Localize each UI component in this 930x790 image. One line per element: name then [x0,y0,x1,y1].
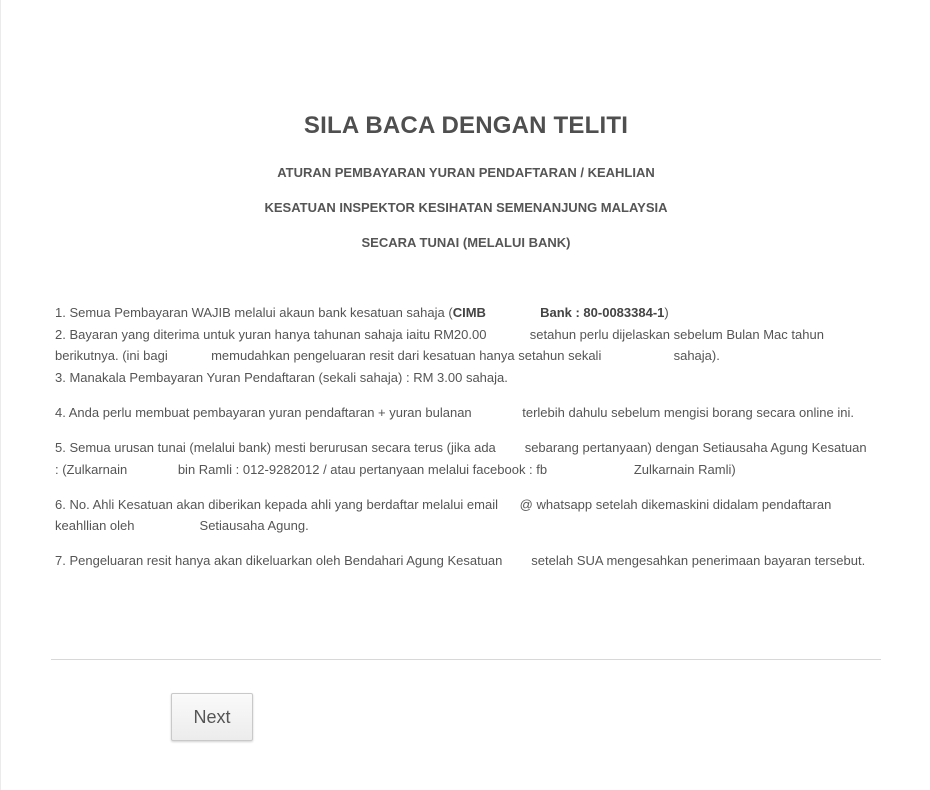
rule-4 [55,402,870,424]
rule-6-text-a: 6. No. Ahli Kesatuan akan diberikan kepada ahli yang berdaftar melalui email [55,496,498,512]
divider [51,659,881,660]
rule-7 [55,550,870,572]
rule-4-text-b: terlebih dahulu sebelum mengisi borang secara online ini. [522,404,854,420]
rule-7-text-a: 7. Pengeluaran resit hanya akan dikeluarkan oleh Bendahari Agung Kesatuan [55,553,503,569]
rule-2-text-d: sahaja). [673,348,720,364]
subtitle-payment-rules: ATURAN PEMBAYARAN YURAN PENDAFTARAN / KEAHLIAN [277,165,655,180]
subtitle-union-name: KESATUAN INSPEKTOR KESIHATAN SEMENANJUNG MALAYSIA [264,200,668,215]
rule-2-text-b: setahun perlu dijelaskan sebelum Bulan Mac tahun berikutnya. (ini bagi [55,326,824,364]
rule-1 [55,302,870,324]
bank-name: CIMB [452,305,486,320]
rule-3 [55,367,870,389]
next-button[interactable]: Next [171,693,253,741]
rule-5 [55,437,870,480]
rule-2-text-a: 2. Bayaran yang diterima untuk yuran hanya tahunan sahaja iaitu RM20.00 [55,326,487,342]
rule-7-text-b: setelah SUA mengesahkan penerimaan bayaran tersebut. [531,553,866,569]
rule-1-text: 1. Semua Pembayaran WAJIB melalui akaun bank kesatuan sahaja ( [55,305,453,320]
page-title: SILA BACA DENGAN TELITI [303,112,629,139]
rule-1-close: ) [664,305,669,320]
rules-text [55,302,870,572]
rule-4-text-a: 4. Anda perlu membuat pembayaran yuran pendaftaran + yuran bulanan [55,404,472,420]
rule-5-text-a: 5. Semua urusan tunai (melalui bank) mesti berurusan secara terus (jika ada [55,439,496,455]
bank-account: Bank : 80-0083384-1 [540,305,665,320]
rule-5-text-c: bin Ramli : 012-9282012 / atau pertanyaan melalui facebook : fb [177,461,548,477]
rule-2 [55,324,870,367]
rule-2-text-c: memudahkan pengeluaran resit dari kesatuan hanya setahun sekali [211,348,602,364]
rule-5-text-b: sebarang pertanyaan) dengan Setiausaha Agung Kesatuan : (Zulkarnain [55,439,867,477]
subtitle-payment-method: SECARA TUNAI (MELALUI BANK) [361,235,571,250]
rule-3-text: 3. Manakala Pembayaran Yuran Pendaftaran (sekali sahaja) : RM 3.00 sahaja. [55,369,508,385]
rule-6 [55,494,870,537]
rule-6-text-c: Setiausaha Agung. [199,518,309,534]
rule-6-text-b: @ whatsapp setelah dikemaskini didalam pendaftaran keahllian oleh [55,496,832,534]
rule-5-text-d: Zulkarnain Ramli) [633,461,736,477]
